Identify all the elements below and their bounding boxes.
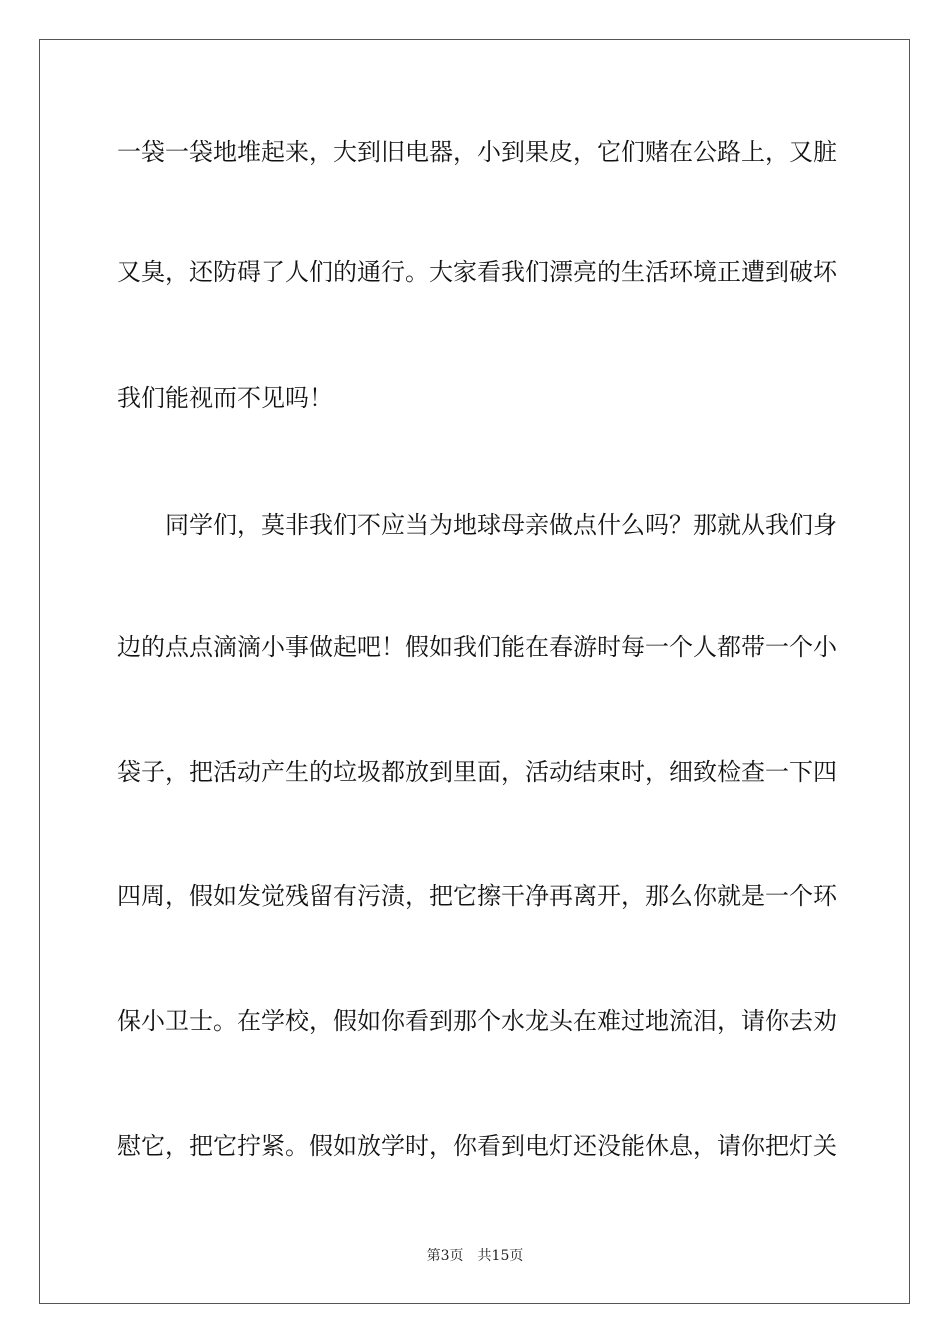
page-number-current: 第3页: [426, 1248, 464, 1264]
body-text-line: 我们能视而不见吗！: [117, 384, 333, 412]
body-text-line: 慰它，把它拧紧。假如放学时，你看到电灯还没能休息，请你把灯关: [117, 1132, 837, 1160]
body-text-line: 一袋一袋地堆起来，大到旧电器，小到果皮，它们赌在公路上，又脏: [117, 138, 837, 166]
page-number-total: 共15页: [477, 1248, 524, 1264]
body-text-line: 保小卫士。在学校，假如你看到那个水龙头在难过地流泪，请你去劝: [117, 1007, 837, 1035]
page-footer: [0, 1247, 950, 1265]
page-border: [39, 39, 910, 1304]
paragraph-start-line: 同学们，莫非我们不应当为地球母亲做点什么吗？那就从我们身: [165, 511, 837, 539]
body-text-line: 四周，假如发觉残留有污渍，把它擦干净再离开，那么你就是一个环: [117, 882, 837, 910]
body-text-line: 边的点点滴滴小事做起吧！假如我们能在春游时每一个人都带一个小: [117, 633, 837, 661]
body-text-line: 袋子，把活动产生的垃圾都放到里面，活动结束时，细致检查一下四: [117, 758, 837, 786]
body-text-line: 又臭，还防碍了人们的通行。大家看我们漂亮的生活环境正遭到破坏: [117, 258, 837, 286]
